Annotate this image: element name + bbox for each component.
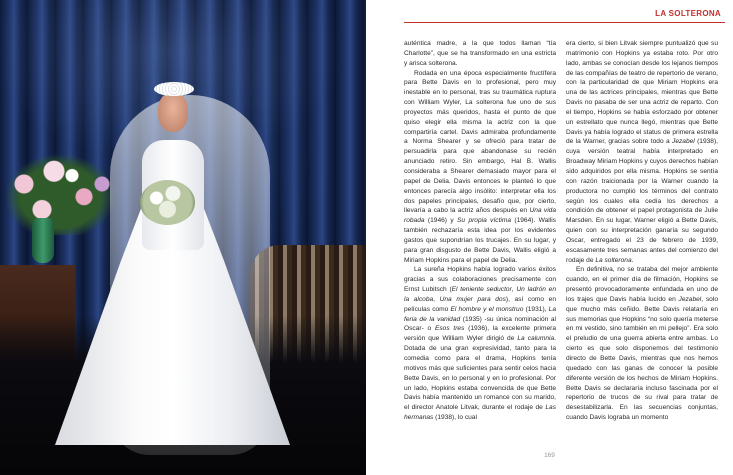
text-run: (1936), la excelente primera versión que William Wyler dirigió de <box>404 325 556 343</box>
film-title: La solterona <box>595 256 632 264</box>
film-title: Esos tres <box>434 325 465 333</box>
page-number: 169 <box>544 452 555 459</box>
running-title: LA SOLTERONA <box>655 9 721 18</box>
paragraph <box>404 265 556 423</box>
vase <box>32 218 54 263</box>
running-header <box>404 9 725 23</box>
text-run: (1931), <box>523 305 549 313</box>
text-run: En definitiva, no se trataba del mejor ambiente cuando, en el primer día de filmación, Hopkins se presentó provocadoramente enfundada en uno de los trajes que Davis había lucido en <box>566 266 718 303</box>
film-title: La feria de la vanidad <box>404 305 556 323</box>
text-run: . <box>631 256 634 264</box>
flower-arrangement <box>0 150 120 235</box>
bride-face <box>158 92 188 132</box>
text-run: (1938), lo cual <box>433 414 477 422</box>
text-run: (1938), cuya versión teatral había interpretado en Broadway Miriam Hopkins y cuyos derechos habían sido adquiridos por ella misma. Hopkins se sentía con razón traicionada por la Warner cuando la productora no cumplió los términos del contrato según los cuales ella cedía los derechos a condición de obtener el papel protagonista de Julie Marsden. En su lugar, Warner eligió a Bette Davis, quien con su interpretación ganaría su segundo Oscar, entregado el 23 de febrero de 1939, escasamente tres semanas antes del comienzo del rodaje de <box>566 138 718 264</box>
film-title: Su propia víctima <box>457 217 512 225</box>
film-title: Una mujer para dos <box>439 295 506 303</box>
text-run: La sureña Hopkins había logrado varios éxitos gracias a sus colaboraciones precisamente con Ernst Lubitsch ( <box>404 266 556 294</box>
film-title: El hombre y el monstruo <box>450 305 524 313</box>
film-title: Jezabel <box>672 138 695 146</box>
text-run: . Dotada de una gran expresividad, tanto para la comedia como para el drama, Hopkins tenía motivos más que suficientes para sentir celos hacia Bette Davis, en lo personal y en lo profesional. Por un lado, Hopkins estaba convencida de que Bette Davis había mantenido un romance con su marido, el director Anatole Litvak, durante el rodaje de <box>404 335 556 412</box>
text-run: , solo que mucho más ceñido. Bette Davis relataría en sus memorias que Hopkins “no solo quería meterse en mi vestido, sino también en mi pellejo”. Era solo el preludio de una guerra abierta entre ambas. Lo cierto es que solo disponemos del testimonio directo de Bette Davis, mientras que nos hemos quedado con las ganas de conocer la posible diferente versión de los hechos de Miriam Hopkins. Bette Davis se declararía incluso fascinada por el repertorio de trucos de su rival para tratar de desestabilizarla. En las secuencias conjuntas, cuando Davis lograba un momento <box>566 295 718 422</box>
paragraph <box>404 39 556 69</box>
text-run: , <box>511 286 517 294</box>
film-title: El teniente seductor <box>451 286 512 294</box>
film-title: Una vida robada <box>404 207 556 225</box>
text-run: (1946) y <box>424 217 458 225</box>
paragraph <box>404 69 556 266</box>
text-run: (1935) -su única nominación al Oscar- o <box>404 315 557 333</box>
bride-photograph <box>0 0 366 475</box>
bridal-bouquet <box>140 180 195 225</box>
film-title: Las hermanas <box>404 404 556 422</box>
paragraph <box>566 265 718 423</box>
film-title: La calumnia <box>517 335 555 343</box>
text-page <box>366 0 733 475</box>
text-run: (1964). Wallis también rechazaría esta idea por los evidentes gastos que supondrían los trucajes. En su lugar, y para gran disgusto de Bette Davis, Wallis eligió a Miriam Hopkins para el papel de Delia. <box>404 217 556 264</box>
film-title: Jezabel <box>678 295 702 303</box>
film-title: Un ladrón en la alcoba <box>404 286 556 303</box>
text-run: auténtica madre, a la que todos llaman “tía Charlotte”, que se ha transformado en una estricta y arisca solterona. <box>404 40 556 67</box>
paragraph <box>566 39 718 265</box>
text-run: era cierto, si bien Litvak siempre puntualizó que su matrimonio con Hopkins ya estaba roto. Por otro lado, ambas se conocían desde los lejanos tiempos de las compañías de teatro de repertorio de verano, con la particularidad de que Miriam Hopkins era una de las actrices principales, mientras que Bette Davis no pasaba de ser una actriz de reparto. Con el tiempo, Hopkins se había esforzado por obtener un estrellato que nunca llegó, mientras que Bette Davis ya había logrado el status de primera estrella de la Warner, gracias sobre todo a <box>566 40 718 146</box>
text-run: , <box>433 295 440 303</box>
flower-crown <box>154 82 194 96</box>
text-column-left <box>404 39 556 423</box>
text-run: Rodada en una época especialmente fructífera para Bette Davis en lo profesional, pero muy inestable en lo personal, tras su traumática ruptura con William Wyler, La solterona fue uno de sus proyectos más queridos, hasta el punto de que quiso elegir ella misma la actriz con la que compartiría cartel. Davis admiraba profundamente a Norma Shearer y se ofreció para tratar de persuadirla para que abandonase su recién anunciado retiro. Sin embargo, Hal B. Wallis consideraba a Shearer demasiado mayor para el papel de Delia. Davis entonces le planteó lo que entonces parecía algo insólito: interpretar ella los dos papeles principales, desafío que, por cierto, llevaría a cabo la actriz años después en <box>404 69 556 215</box>
text-column-right <box>566 39 718 423</box>
text-run: ), así como en películas como <box>404 295 556 313</box>
